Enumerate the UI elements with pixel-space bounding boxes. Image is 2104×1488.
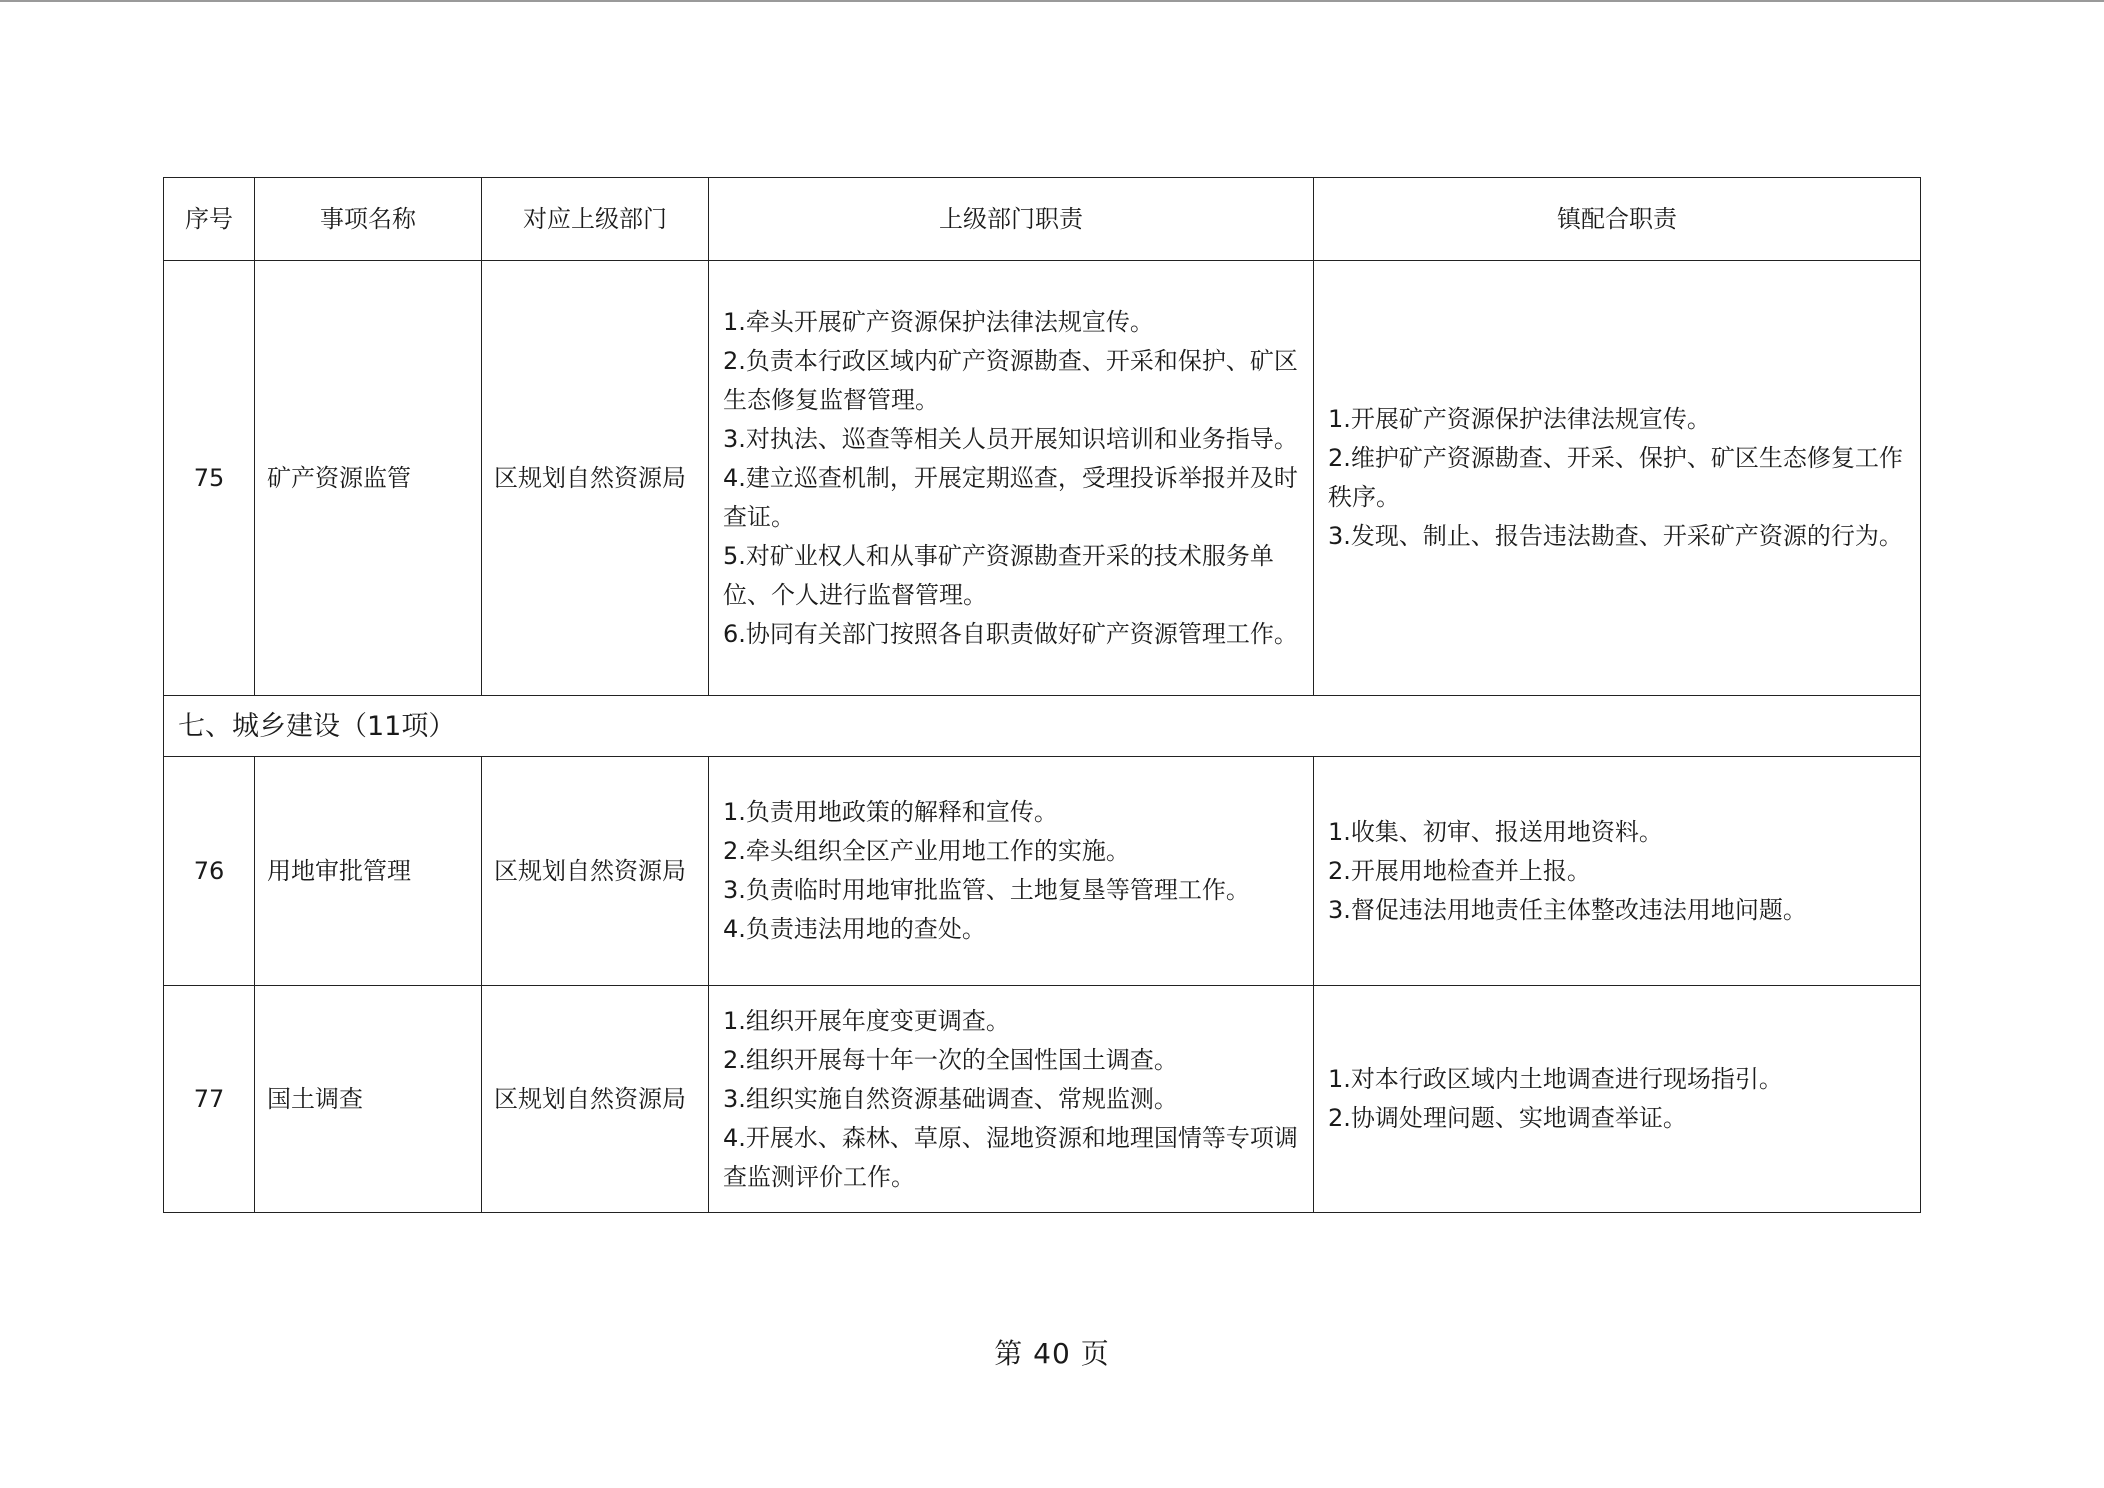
town-duty-item: 1.对本行政区域内土地调查进行现场指引。 — [1328, 1065, 1783, 1093]
duty-item: 1.组织开展年度变更调查。 — [723, 1006, 1010, 1035]
town-duty-item: 2.维护矿产资源勘查、开采、保护、矿区生态修复工作秩序。 — [1328, 444, 1903, 511]
town-duty-item: 1.收集、初审、报送用地资料。 — [1328, 817, 1663, 846]
duty-item: 2.组织开展每十年一次的全国性国土调查。 — [723, 1045, 1178, 1074]
row-seq: 75 — [164, 261, 255, 696]
row-superior-duties — [709, 986, 1314, 1213]
row-item-name: 矿产资源监管 — [255, 261, 482, 696]
duty-item: 3.组织实施自然资源基础调查、常规监测。 — [723, 1084, 1178, 1113]
header-town-duties: 镇配合职责 — [1314, 178, 1921, 261]
duties-table — [163, 177, 1921, 1213]
duty-item: 3.负责临时用地审批监管、土地复垦等管理工作。 — [723, 876, 1250, 904]
town-duty-item: 3.督促违法用地责任主体整改违法用地问题。 — [1328, 895, 1807, 924]
table-row — [164, 261, 1921, 696]
duty-item: 2.负责本行政区域内矿产资源勘查、开采和保护、矿区生态修复监督管理。 — [723, 346, 1298, 414]
table-header-row — [164, 178, 1921, 261]
table-row — [164, 986, 1921, 1213]
town-duty-item: 2.开展用地检查并上报。 — [1328, 856, 1591, 885]
town-duty-item: 3.发现、制止、报告违法勘查、开采矿产资源的行为。 — [1328, 522, 1903, 550]
duty-item: 4.建立巡查机制，开展定期巡查，受理投诉举报并及时查证。 — [723, 463, 1298, 531]
row-item-name: 用地审批管理 — [255, 757, 482, 986]
row-superior-duties — [709, 757, 1314, 986]
table-row — [164, 757, 1921, 986]
duty-item: 1.负责用地政策的解释和宣传。 — [723, 798, 1058, 826]
row-town-duties — [1314, 986, 1921, 1213]
section-row — [164, 696, 1921, 757]
row-item-name: 国土调查 — [255, 986, 482, 1213]
duty-item: 6.协同有关部门按照各自职责做好矿产资源管理工作。 — [723, 619, 1298, 648]
duty-item: 4.开展水、森林、草原、湿地资源和地理国情等专项调查监测评价工作。 — [723, 1123, 1298, 1191]
row-dept: 区规划自然资源局 — [482, 757, 709, 986]
row-seq: 76 — [164, 757, 255, 986]
row-town-duties — [1314, 757, 1921, 986]
header-superior-duties: 上级部门职责 — [709, 178, 1314, 261]
row-town-duties — [1314, 261, 1921, 696]
page-top-rule — [0, 0, 2104, 2]
duty-item: 5.对矿业权人和从事矿产资源勘查开采的技术服务单位、个人进行监督管理。 — [723, 541, 1274, 609]
row-dept: 区规划自然资源局 — [482, 261, 709, 696]
header-item-name: 事项名称 — [255, 178, 482, 261]
town-duty-item: 1.开展矿产资源保护法律法规宣传。 — [1328, 405, 1711, 433]
duty-item: 3.对执法、巡查等相关人员开展知识培训和业务指导。 — [723, 424, 1298, 453]
page-number: 第 40 页 — [994, 1337, 1110, 1370]
duty-item: 4.负责违法用地的查处。 — [723, 915, 986, 943]
section-title: 七、城乡建设（11项） — [164, 696, 1921, 757]
duty-item: 2.牵头组织全区产业用地工作的实施。 — [723, 837, 1130, 865]
row-seq: 77 — [164, 986, 255, 1213]
town-duty-item: 2.协调处理问题、实地调查举证。 — [1328, 1104, 1687, 1132]
row-dept: 区规划自然资源局 — [482, 986, 709, 1213]
duty-item: 1.牵头开展矿产资源保护法律法规宣传。 — [723, 307, 1154, 336]
header-superior-dept: 对应上级部门 — [482, 178, 709, 261]
row-superior-duties — [709, 261, 1314, 696]
header-seq: 序号 — [164, 178, 255, 261]
